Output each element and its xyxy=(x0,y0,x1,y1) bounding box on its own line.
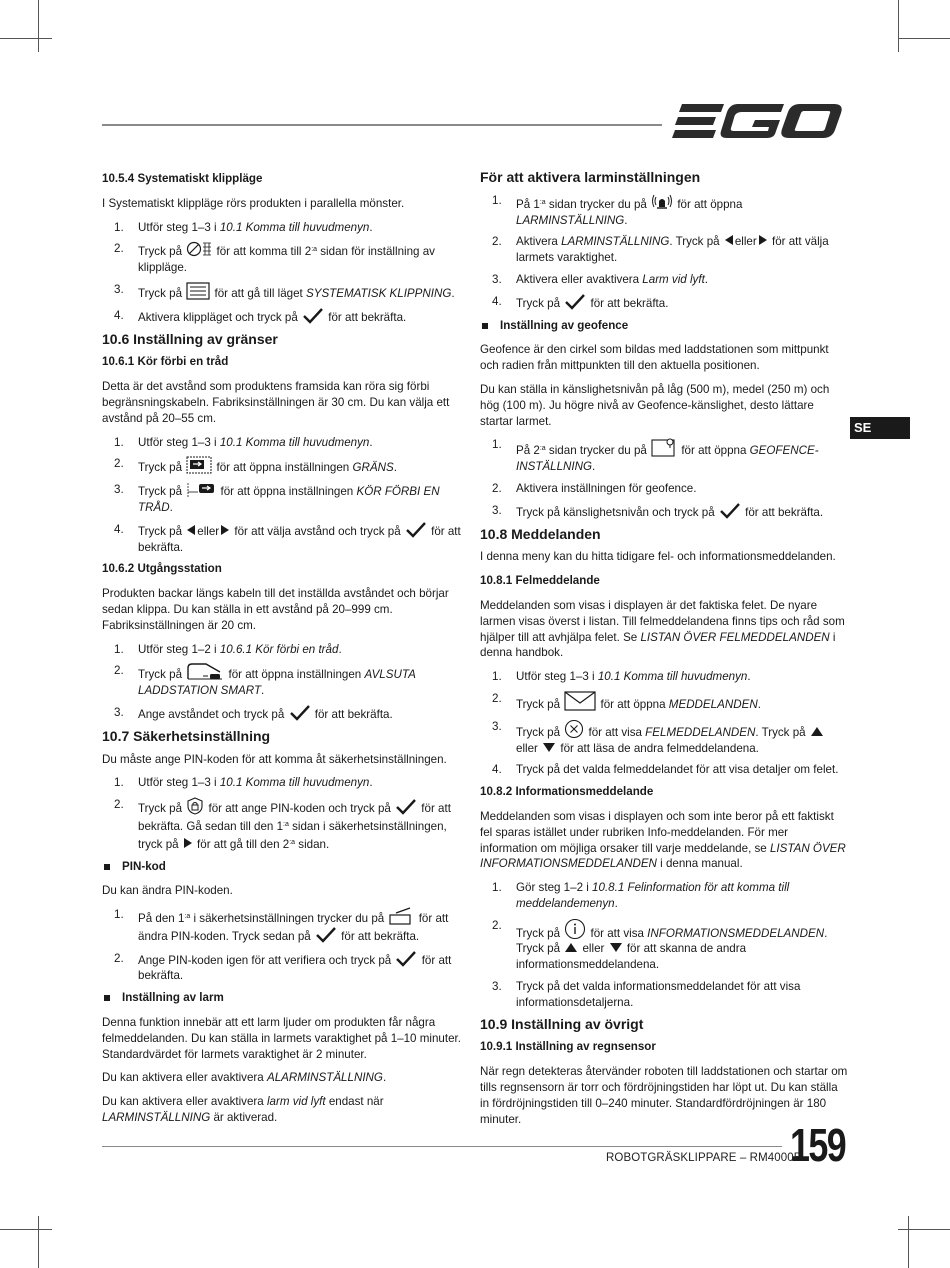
section-heading: 10.8.2 Informationsmeddelande xyxy=(480,785,654,799)
header-rule xyxy=(102,124,662,126)
step-list xyxy=(102,435,462,556)
list-item: 3. Tryck på för att gå till läget SYSTEMATISK KLIPPNING. xyxy=(114,282,455,300)
drive-past-wire-icon xyxy=(186,482,216,498)
crop-mark xyxy=(0,38,52,39)
boundary-wire-icon xyxy=(186,456,212,474)
section-heading: 10.6 Inställning av gränser xyxy=(102,330,278,347)
arrow-left-icon xyxy=(725,235,733,245)
ego-logo-mark xyxy=(672,102,844,142)
list-item: 1. Utför steg 1–3 i 10.1 Komma till huvudmenyn. xyxy=(114,435,373,449)
list-item: 1. På den $1^{:a}$ i säkerhetsinställningen trycker du på för att ändra PIN-koden. Tryck sedan på för att bekräfta. xyxy=(114,908,449,943)
arrow-right-icon xyxy=(184,838,192,848)
crop-mark xyxy=(898,38,950,39)
list-item: 2. Tryck på för att öppna inställningen AVLSUTA LADDSTATION SMART. xyxy=(114,664,416,698)
step-list xyxy=(480,193,848,312)
checkmark-icon xyxy=(405,522,427,538)
page-number: 159 xyxy=(790,1119,846,1171)
paragraph: Du kan aktivera eller avaktivera ALARMINSTÄLLNING. xyxy=(102,1071,387,1085)
list-item: 3. Tryck på det valda informationsmeddelandet för att visa informationsdetaljerna. xyxy=(492,980,801,1009)
list-item: 1. Utför steg 1–3 i 10.1 Komma till huvudmenyn. xyxy=(114,220,373,234)
checkmark-icon xyxy=(395,799,417,815)
section-heading: 10.9.1 Inställning av regnsensor xyxy=(480,1040,656,1054)
paragraph: Du måste ange PIN-koden för att komma åt säkerhetsinställningen. xyxy=(102,752,447,766)
checkmark-icon xyxy=(564,294,586,310)
list-item: 4. Tryck på för att bekräfta. xyxy=(492,294,669,310)
error-circle-icon xyxy=(564,719,584,739)
list-item: 2. Aktivera inställningen för geofence. xyxy=(492,481,697,495)
section-heading: 10.6.2 Utgångsstation xyxy=(102,562,222,576)
list-item: 1. På $1^{:a}$ sidan trycker du på för att öppna LARMINSTÄLLNING. xyxy=(492,193,743,227)
arrow-down-icon xyxy=(543,743,555,752)
list-item: 1. Utför steg 1–3 i 10.1 Komma till huvudmenyn. xyxy=(114,776,373,790)
step-list xyxy=(480,880,848,1011)
checkmark-icon xyxy=(315,927,337,943)
list-item: 2. Aktivera LARMINSTÄLLNING. Tryck på eller för att välja larmets varaktighet. xyxy=(492,235,829,265)
ego-logo xyxy=(672,102,844,147)
alarm-icon xyxy=(651,193,673,211)
geofence-icon xyxy=(651,437,677,457)
crop-mark xyxy=(38,1216,39,1268)
arrow-up-icon xyxy=(565,943,577,952)
arrow-up-icon xyxy=(811,727,823,736)
section-heading: 10.7 Säkerhetsinställning xyxy=(102,727,271,744)
crop-mark xyxy=(908,1216,909,1268)
bullet-heading: Inställning av geofence xyxy=(480,318,848,334)
crop-mark xyxy=(38,0,39,52)
list-item: 4. Aktivera klippläget och tryck på för att bekräfta. xyxy=(114,308,407,324)
footer-rule xyxy=(102,1146,782,1147)
paragraph: I Systematiskt klippläge rörs produkten i parallella mönster. xyxy=(102,196,405,210)
step-list xyxy=(480,669,848,778)
right-column xyxy=(480,168,848,1135)
paragraph: Du kan ställa in känslighetsnivån på låg (500 m), medel (250 m) och hög (100 m). Ju högre nivå av Geofence-känslighet, desto lättare startar larmet. xyxy=(480,382,830,428)
list-item: 1. Gör steg 1–2 i 10.8.1 Felinformation för att komma till meddelandemenyn. xyxy=(492,881,790,910)
list-item: 3. Tryck på känslighetsnivån och tryck på för att bekräfta. xyxy=(492,503,824,519)
crop-mark xyxy=(898,1229,950,1230)
edit-pin-icon xyxy=(388,907,414,925)
list-item: 1. Utför steg 1–3 i 10.1 Komma till huvudmenyn. xyxy=(492,670,751,684)
language-tab: SE xyxy=(850,417,910,439)
step-list xyxy=(102,642,462,723)
step-list xyxy=(102,907,462,984)
paragraph: Denna funktion innebär att ett larm ljuder om produkten får några felmeddelanden. Du kan ställa in larmets varaktighet på 1–10 minuter. Standardvärdet för larmets varaktighet är 2 minuter. xyxy=(102,1016,461,1061)
list-item: 2. Tryck på för att öppna MEDDELANDEN. xyxy=(492,691,761,711)
section-heading: 10.5.4 Systematiskt klippläge xyxy=(102,172,263,185)
list-item: 2. Tryck på för att öppna inställningen GRÄNS. xyxy=(114,457,397,475)
list-item: 1. På $2^{:a}$ sidan trycker du på för att öppna GEOFENCE-INSTÄLLNING. xyxy=(492,438,819,474)
checkmark-icon xyxy=(719,503,741,519)
list-item: 3. Tryck på för att öppna inställningen KÖR FÖRBI EN TRÅD. xyxy=(114,483,440,514)
step-list xyxy=(102,220,462,326)
list-item: 4. Tryck på eller för att välja avstånd och tryck på för att bekräfta. xyxy=(114,522,461,554)
bullet-heading: PIN-kod xyxy=(102,859,462,875)
footer-product-name: ROBOTGRÄSKLIPPARE – RM4000E xyxy=(606,1152,802,1164)
paragraph: I denna meny kan du hitta tidigare fel- och informationsmeddelanden. xyxy=(480,550,836,564)
mode-grid-icon xyxy=(186,241,212,258)
step-list xyxy=(102,775,462,852)
charging-station-icon xyxy=(186,663,224,681)
security-shield-icon xyxy=(186,797,204,815)
checkmark-icon xyxy=(302,308,324,324)
section-heading: 10.8.1 Felmeddelande xyxy=(480,574,600,588)
section-heading: 10.9 Inställning av övrigt xyxy=(480,1015,644,1032)
paragraph: Du kan aktivera eller avaktivera larm vid lyft endast när LARMINSTÄLLNING är aktiverad. xyxy=(102,1095,384,1125)
crop-mark xyxy=(898,0,899,52)
envelope-icon xyxy=(564,691,596,711)
paragraph: När regn detekteras återvänder roboten till laddstationen och startar om tills regnsensorn är torr och fördröjningstiden har löpt ut. Du kan ställa in fördröjningstiden till 0–240 minuter. Standardfördröjningen är 180 minuter. xyxy=(480,1065,848,1126)
list-item: 3. Aktivera eller avaktivera Larm vid lyft. xyxy=(492,272,709,286)
list-item: 1. Utför steg 1–2 i 10.6.1 Kör förbi en tråd. xyxy=(114,642,342,656)
list-item: 2. Tryck på för att komma till $2^{:a}$ sidan för inställning av klippläge. xyxy=(114,242,435,275)
arrow-right-icon xyxy=(759,235,767,245)
left-column xyxy=(102,168,462,1134)
paragraph: Meddelanden som visas i displayen är det faktiska felet. De nyare larmen visas överst i listan. Till felmeddelandena finns tips och råd som hjälper till att avhjälpa felet. Se LISTAN ÖVER FELMEDDELANDEN i denna handbok. xyxy=(480,598,845,660)
checkmark-icon xyxy=(289,705,311,721)
arrow-down-icon xyxy=(610,943,622,952)
step-list xyxy=(480,437,848,520)
section-heading: För att aktivera larminställningen xyxy=(480,169,701,185)
list-item: 2. Tryck på för att ange PIN-koden och tryck på för att bekräfta. Gå sedan till den $1^{:a}$ sidan i säkerhetsinställningen, tryck på för att gå till den $2^{:a}$ sidan. xyxy=(114,798,451,851)
bullet-heading: Inställning av larm xyxy=(102,990,462,1006)
crop-mark xyxy=(0,1229,52,1230)
list-item: 2. Tryck på för att visa INFORMATIONSMEDDELANDEN. Tryck på eller för att skanna de andra informationsmeddelandena. xyxy=(492,918,828,972)
arrow-left-icon xyxy=(187,525,195,535)
paragraph: Geofence är den cirkel som bildas med laddstationen som mittpunkt och radien från mittpunkten till den aktuella positionen. xyxy=(480,343,829,373)
list-item: 3. Ange avståndet och tryck på för att bekräfta. xyxy=(114,705,393,721)
paragraph: Detta är det avstånd som produktens framsida kan röra sig förbi begränsningskabeln. Fabriksinställningen är 30 cm. Du kan välja ett avstånd på 20–55 cm. xyxy=(102,380,450,425)
paragraph: Produkten backar längs kabeln till det inställda avståndet och börjar sedan klippa. Du kan ställa in ett avstånd på 20–999 cm. Fabriksinställningen är 20 cm. xyxy=(102,587,449,632)
section-heading: 10.6.1 Kör förbi en tråd xyxy=(102,355,229,369)
checkmark-icon xyxy=(395,951,417,967)
paragraph: Meddelanden som visas i displayen och som inte beror på ett faktiskt fel sparas istället under rubriken Info-meddelanden. För mer information om möjliga orsaker till varje meddelande, se LISTAN ÖVER INFORMATIONSMEDDELANDEN i denna manual. xyxy=(480,809,846,871)
list-item: 4. Tryck på det valda felmeddelandet för att visa detaljer om felet. xyxy=(492,763,839,777)
arrow-right-icon xyxy=(221,525,229,535)
list-item: 2. Ange PIN-koden igen för att verifiera och tryck på för att bekräfta. xyxy=(114,951,452,983)
info-circle-icon xyxy=(564,918,586,940)
systematic-pattern-icon xyxy=(186,282,210,300)
paragraph: Du kan ändra PIN-koden. xyxy=(102,884,233,898)
section-heading: 10.8 Meddelanden xyxy=(480,525,601,542)
list-item: 3. Tryck på för att visa FELMEDDELANDEN. Tryck på eller för att läsa de andra felmeddelandena. xyxy=(480,719,848,757)
